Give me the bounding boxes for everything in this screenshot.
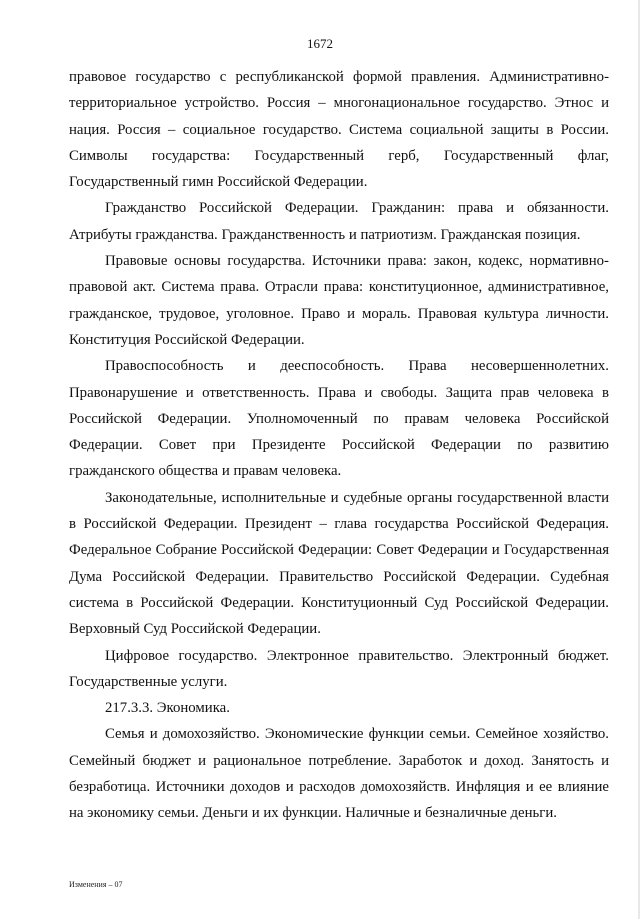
section-heading: 217.3.3. Экономика.: [105, 700, 230, 717]
document-body: [69, 64, 609, 827]
paragraph: Правовые основы государства. Источники права: закон, кодекс, нормативно-правовой акт. Система права. Отрасли права: конституционное, административное, гражданское, трудовое, уголовное. Право и мораль. Правовая культура личности. Конституция Российской Федерации.: [69, 253, 609, 348]
paragraph: Семья и домохозяйство. Экономические функции семьи. Семейное хозяйство. Семейный бюджет и рациональное потребление. Заработок и доход. Занятость и безработица. Источники доходов и расходов домохозяйств. Инфляция и ее влияние на экономику семьи. Деньги и их функции. Наличные и безналичные деньги.: [69, 726, 609, 822]
paragraph: Цифровое государство. Электронное правительство. Электронный бюджет. Государственные услуги.: [69, 647, 609, 690]
page-number: 1672: [307, 36, 333, 51]
paragraph: правовое государство с республиканской формой правления. Административно-территориальное устройство. Россия – многонациональное государство. Этнос и нация. Россия – социальное государство. Система социальной защиты в России. Символы государства: Государственный герб, Государственный флаг, Государственный гимн Российской Федерации.: [69, 69, 609, 191]
footer-note: Изменения – 07: [69, 880, 123, 889]
paragraph: Правоспособность и дееспособность. Права несовершеннолетних. Правонарушение и ответственность. Права и свободы. Защита прав человека в Российской Федерации. Уполномоченный по правам человека Российской Федерации. Совет при Президенте Российской Федерации по развитию гражданского общества и правам человека.: [69, 358, 609, 480]
paragraph: Законодательные, исполнительные и судебные органы государственной власти в Российской Федерации. Президент – глава государства Российской Федерация. Федеральное Собрание Российской Федерации: Совет Федерации и Государственная Дума Российской Федерации. Правительство Российской Федерации. Судебная система в Российской Федерации. Конституционный Суд Российской Федерации. Верховный Суд Российской Федерации.: [69, 489, 609, 638]
paragraph: Гражданство Российской Федерации. Гражданин: права и обязанности. Атрибуты гражданства. Гражданственность и патриотизм. Гражданская позиция.: [69, 200, 609, 243]
